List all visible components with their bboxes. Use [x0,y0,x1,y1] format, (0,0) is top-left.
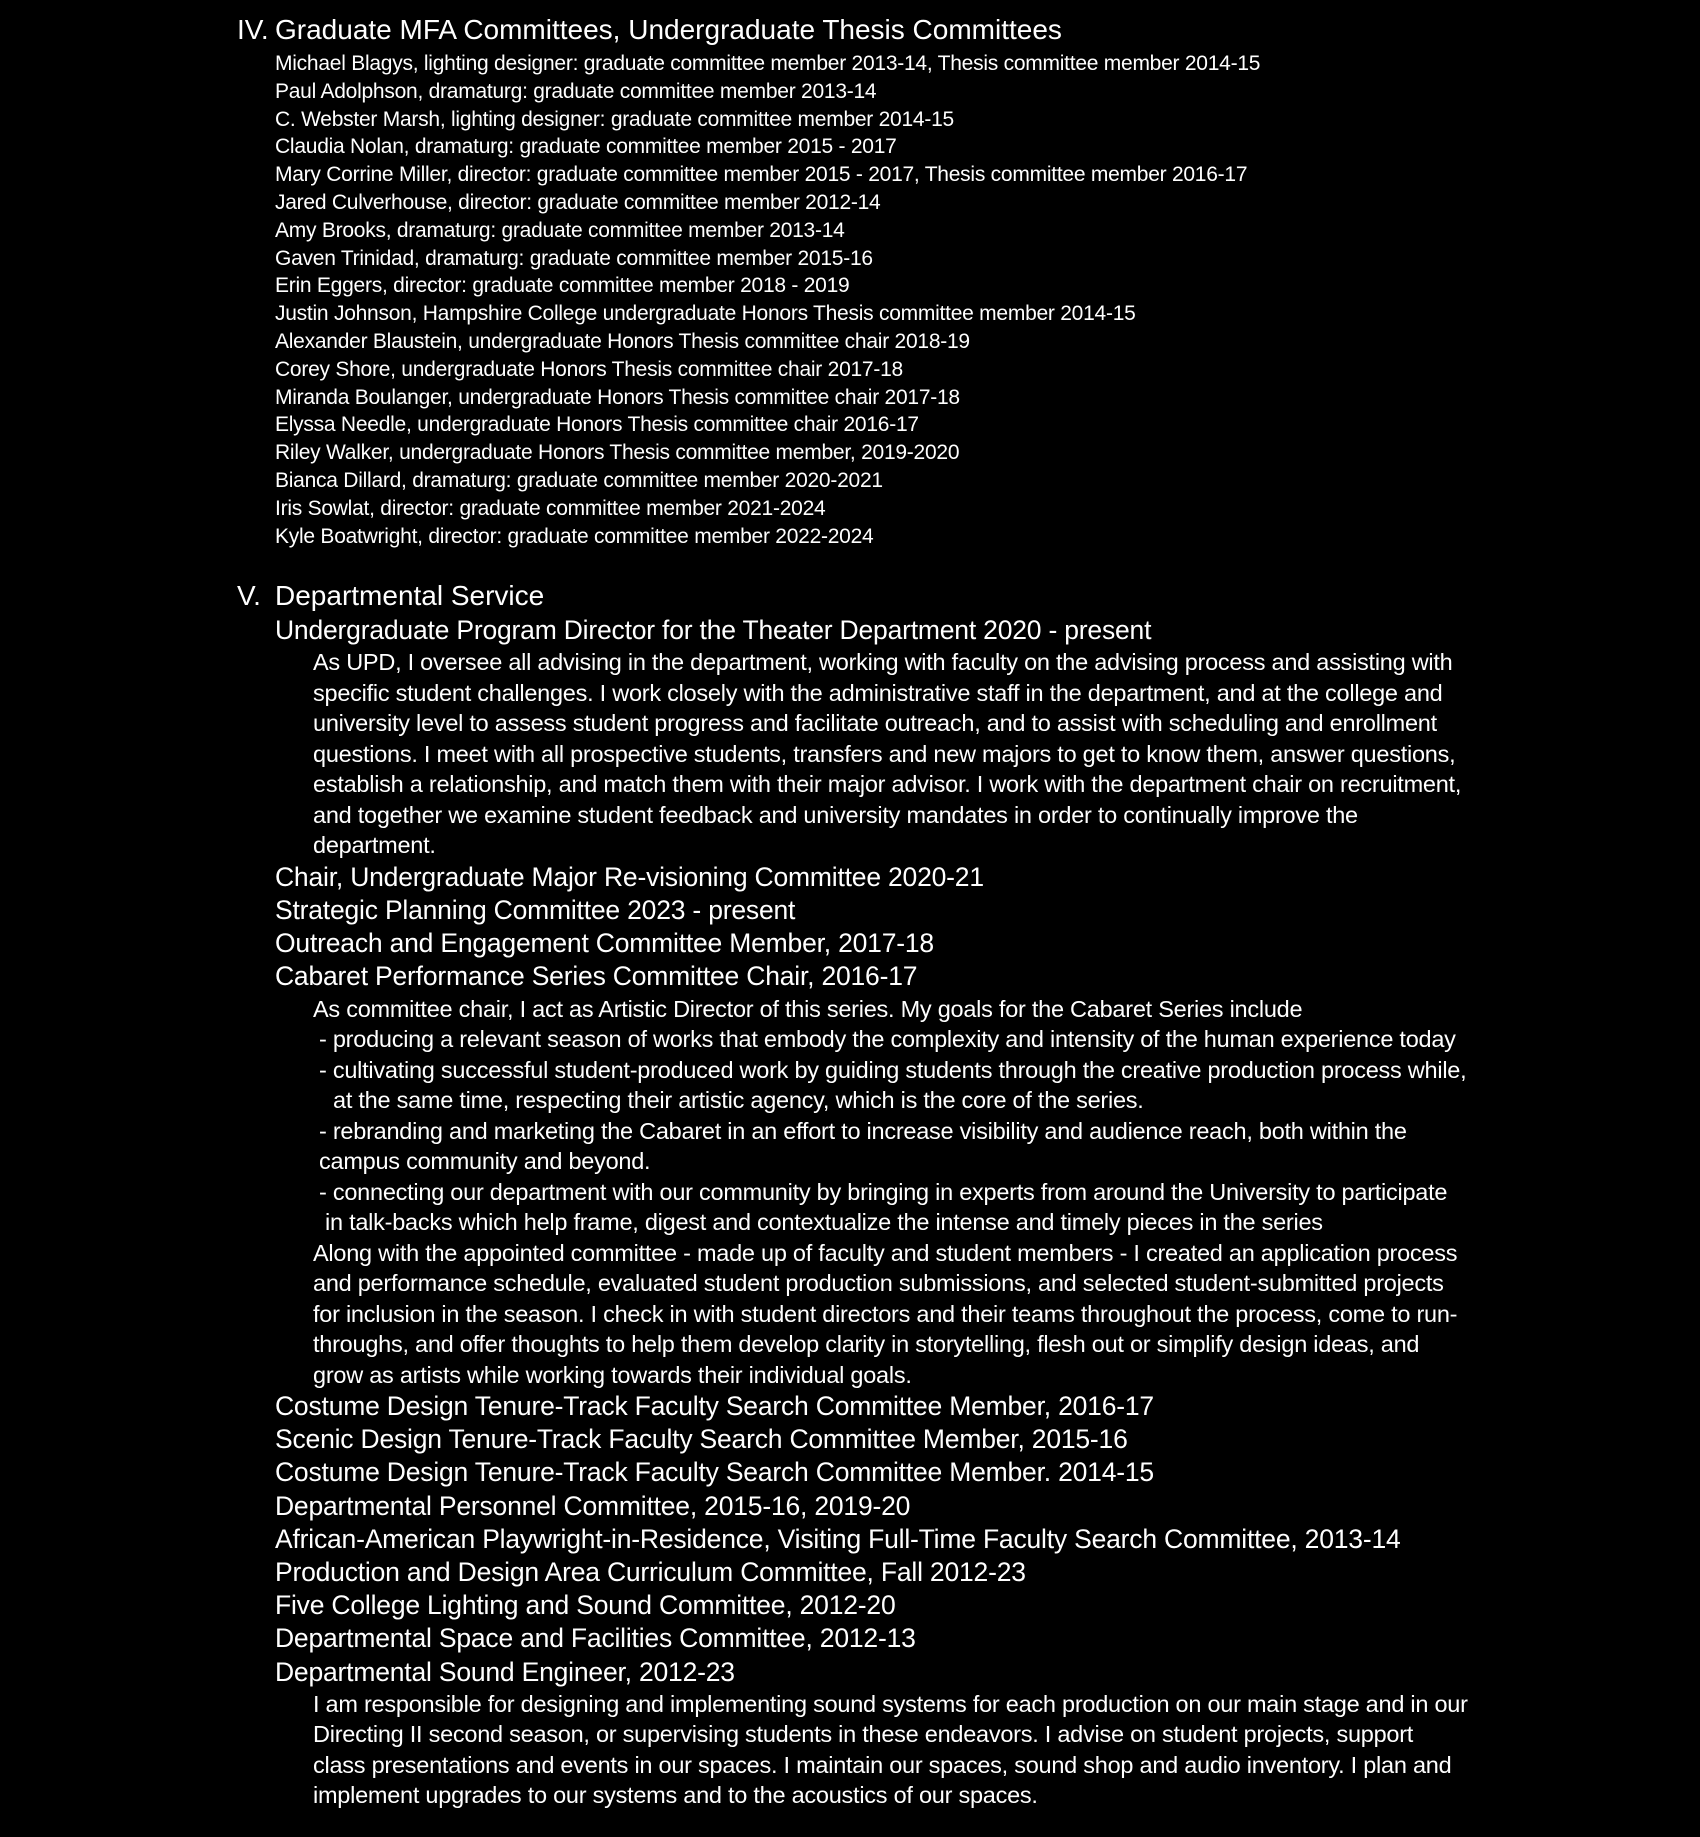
desc-line: grow as artists while working towards their individual goals. [313,1361,912,1388]
upd-title: Undergraduate Program Director for the Theater Department 2020 - present [275,615,1152,645]
desc-line: I am responsible for designing and implementing sound systems for each production on our main stage and in our [313,1690,1468,1717]
desc-line: questions. I meet with all prospective students, transfers and new majors to get to know them, answer questions, [313,740,1456,767]
section-iv-number: IV. [237,14,269,45]
desc-line: department. [313,832,436,859]
section-iv-heading [237,14,1062,46]
service-item: Departmental Sound Engineer, 2012-23 [275,1656,735,1687]
service-item: Cabaret Performance Series Committee Chair, 2016-17 [275,961,918,992]
cabaret-goal-cont: in talk-backs which help frame, digest and contextualize the intense and timely pieces in the series [325,1209,1323,1236]
committee-entry: Bianca Dillard, dramaturg: graduate committee member 2020-2021 [275,468,883,492]
service-item: Scenic Design Tenure-Track Faculty Search Committee Member, 2015-16 [275,1424,1128,1455]
committee-entry: Amy Brooks, dramaturg: graduate committee member 2013-14 [275,218,845,242]
service-item: Outreach and Engagement Committee Member, 2017-18 [275,928,934,959]
desc-line: implement upgrades to our systems and to the acoustics of our spaces. [313,1782,1038,1809]
committee-entry: Kyle Boatwright, director: graduate committee member 2022-2024 [275,524,874,548]
section-v-heading [237,580,544,612]
committee-entry: Claudia Nolan, dramaturg: graduate committee member 2015 - 2017 [275,135,897,159]
section-v-title: Departmental Service [275,580,545,611]
committee-entry: Michael Blagys, lighting designer: graduate committee member 2013-14, Thesis committee member 2014-15 [275,52,1261,75]
desc-line: Along with the appointed committee - made up of faculty and student members - I created an application process [313,1239,1458,1266]
committee-entry: Erin Eggers, director: graduate committee member 2018 - 2019 [275,274,850,298]
service-item: African-American Playwright-in-Residence, Visiting Full-Time Faculty Search Committee, 2013-14 [275,1523,1401,1554]
desc-line: and together we examine student feedback and university mandates in order to continually improve the [313,801,1358,828]
desc-line: As UPD, I oversee all advising in the department, working with faculty on the advising process and assisting with [313,649,1453,676]
committee-entry: Gaven Trinidad, dramaturg: graduate committee member 2015-16 [275,246,873,270]
desc-line: specific student challenges. I work closely with the administrative staff in the department, and at the college and [313,679,1443,706]
desc-line: and performance schedule, evaluated student production submissions, and selected student-submitted projects [313,1270,1444,1297]
committee-entry: Justin Johnson, Hampshire College undergraduate Honors Thesis committee member 2014-15 [275,302,1136,326]
service-item: Chair, Undergraduate Major Re-visioning Committee 2020-21 [275,861,984,892]
service-item: Departmental Space and Facilities Committee, 2012-13 [275,1623,916,1654]
committee-entry: Paul Adolphson, dramaturg: graduate committee member 2013-14 [275,79,877,103]
service-item: Production and Design Area Curriculum Committee, Fall 2012-23 [275,1557,1026,1588]
committee-entry: Alexander Blaustein, undergraduate Honors Thesis committee chair 2018-19 [275,329,970,353]
sound-engineer-description [313,1689,1588,1811]
desc-line: Directing II second season, or supervising students in these endeavors. I advise on student projects, support [313,1721,1414,1748]
cabaret-goal: - rebranding and marketing the Cabaret in an effort to increase visibility and audience reach, both within the [319,1117,1407,1144]
desc-line: for inclusion in the season. I check in with student directors and their teams throughout the process, come to run- [313,1300,1458,1327]
cabaret-goal: - cultivating successful student-produced work by guiding students through the creative production process while, [319,1056,1467,1083]
cabaret-goal-cont: campus community and beyond. [319,1148,651,1175]
desc-line: university level to assess student progress and facilitate outreach, and to assist with scheduling and enrollment [313,710,1437,737]
service-item: Costume Design Tenure-Track Faculty Search Committee Member, 2016-17 [275,1391,1154,1422]
service-item: Departmental Personnel Committee, 2015-16, 2019-20 [275,1490,911,1521]
cabaret-goal-cont: at the same time, respecting their artistic agency, which is the core of the series. [333,1087,1144,1114]
committee-entry: Mary Corrine Miller, director: graduate committee member 2015 - 2017, Thesis committee member 2016-17 [275,163,1248,187]
section-v-number: V. [237,580,261,611]
committee-entry: Miranda Boulanger, undergraduate Honors Thesis committee chair 2017-18 [275,385,960,409]
committee-entry: Iris Sowlat, director: graduate committee member 2021-2024 [275,496,826,520]
committee-entry: C. Webster Marsh, lighting designer: graduate committee member 2014-15 [275,107,954,131]
desc-line: class presentations and events in our spaces. I maintain our spaces, sound shop and audio inventory. I plan and [313,1751,1452,1778]
cabaret-goal: - connecting our department with our community by bringing in experts from around the University to participate [319,1178,1448,1205]
cabaret-description [313,994,1588,1391]
upd-description [313,647,1588,861]
service-item: Strategic Planning Committee 2023 - present [275,894,796,925]
cabaret-goal: - producing a relevant season of works that embody the complexity and intensity of the human experience today [319,1026,1456,1053]
committee-entry: Riley Walker, undergraduate Honors Thesis committee member, 2019-2020 [275,441,960,465]
committee-list [275,50,1260,550]
desc-line: throughs, and offer thoughts to help them develop clarity in storytelling, flesh out or simplify design ideas, and [313,1331,1420,1358]
section-iv-title: Graduate MFA Committees, Undergraduate Thesis Committees [275,14,1062,45]
departmental-service [275,614,1605,1811]
service-item: Five College Lighting and Sound Committee, 2012-20 [275,1590,896,1621]
committee-entry: Corey Shore, undergraduate Honors Thesis committee chair 2017-18 [275,357,903,381]
committee-entry: Jared Culverhouse, director: graduate committee member 2012-14 [275,190,881,214]
service-item: Costume Design Tenure-Track Faculty Search Committee Member. 2014-15 [275,1457,1154,1488]
committee-entry: Elyssa Needle, undergraduate Honors Thesis committee chair 2016-17 [275,413,919,437]
desc-line: establish a relationship, and match them with their major advisor. I work with the department chair on recruitment, [313,771,1462,798]
cabaret-intro: As committee chair, I act as Artistic Director of this series. My goals for the Cabaret Series include [313,995,1303,1022]
